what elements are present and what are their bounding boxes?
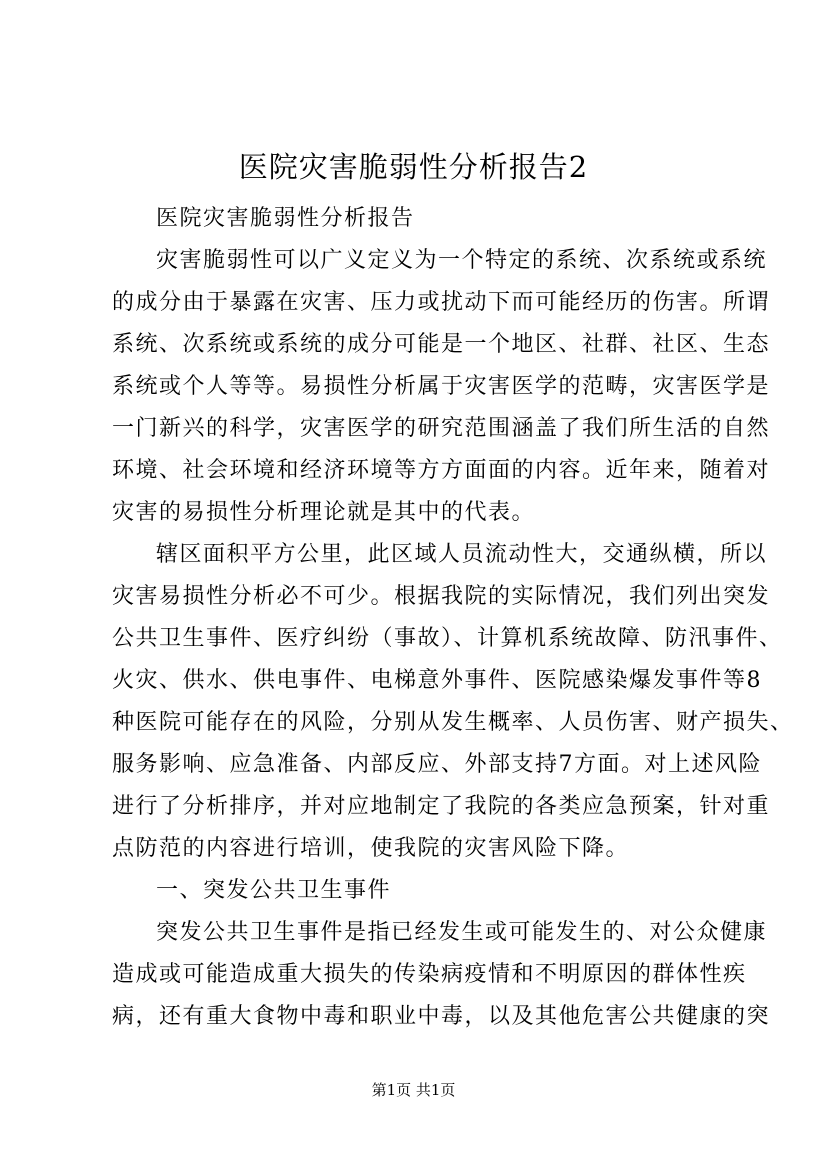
paragraph-line: 公共卫生事件、医疗纠纷（事故）、计算机系统故障、防汛事件、 bbox=[112, 626, 783, 651]
page-footer: 第1页 共1页 bbox=[371, 1081, 456, 1099]
paragraph-line: 突发公共卫生事件是指已经发生或可能发生的、对公众健康 bbox=[156, 920, 768, 945]
document-title: 医院灾害脆弱性分析报告2 bbox=[238, 150, 589, 184]
paragraph-line: 病，还有重大食物中毒和职业中毒，以及其他危害公共健康的突 bbox=[112, 1004, 771, 1029]
section-heading: 一、突发公共卫生事件 bbox=[156, 878, 392, 903]
paragraph-line: 进行了分析排序，并对应地制定了我院的各类应急预案，针对重 bbox=[112, 794, 771, 819]
paragraph-line: 灾害的易损性分析理论就是其中的代表。 bbox=[112, 500, 536, 525]
paragraph-line: 一门新兴的科学，灾害医学的研究范围涵盖了我们所生活的自然 bbox=[112, 416, 771, 441]
paragraph-line: 环境、社会环境和经济环境等方方面面的内容。近年来，随着对 bbox=[112, 458, 771, 483]
paragraph-line: 系统、次系统或系统的成分可能是一个地区、社群、社区、生态 bbox=[112, 332, 771, 357]
paragraph-line: 灾害脆弱性可以广义定义为一个特定的系统、次系统或系统 bbox=[156, 248, 768, 273]
paragraph-line: 灾害易损性分析必不可少。根据我院的实际情况，我们列出突发 bbox=[112, 584, 771, 609]
paragraph-line: 造成或可能造成重大损失的传染病疫情和不明原因的群体性疾 bbox=[112, 962, 747, 987]
paragraph-line: 火灾、供水、供电事件、电梯意外事件、医院感染爆发事件等8 bbox=[112, 668, 762, 693]
subtitle-line: 医院灾害脆弱性分析报告 bbox=[156, 206, 415, 231]
paragraph-line: 辖区面积平方公里，此区域人员流动性大，交通纵横，所以 bbox=[156, 542, 768, 567]
document-body bbox=[112, 198, 794, 1038]
paragraph-line: 点防范的内容进行培训，使我院的灾害风险下降。 bbox=[112, 836, 630, 861]
paragraph-line: 系统或个人等等。易损性分析属于灾害医学的范畴，灾害医学是 bbox=[112, 374, 771, 399]
paragraph-line: 种医院可能存在的风险，分别从发生概率、人员伤害、财产损失、 bbox=[112, 710, 794, 735]
paragraph-line: 服务影响、应急准备、内部反应、外部支持7方面。对上述风险 bbox=[112, 752, 762, 777]
paragraph-line: 的成分由于暴露在灾害、压力或扰动下而可能经历的伤害。所谓 bbox=[112, 290, 771, 315]
